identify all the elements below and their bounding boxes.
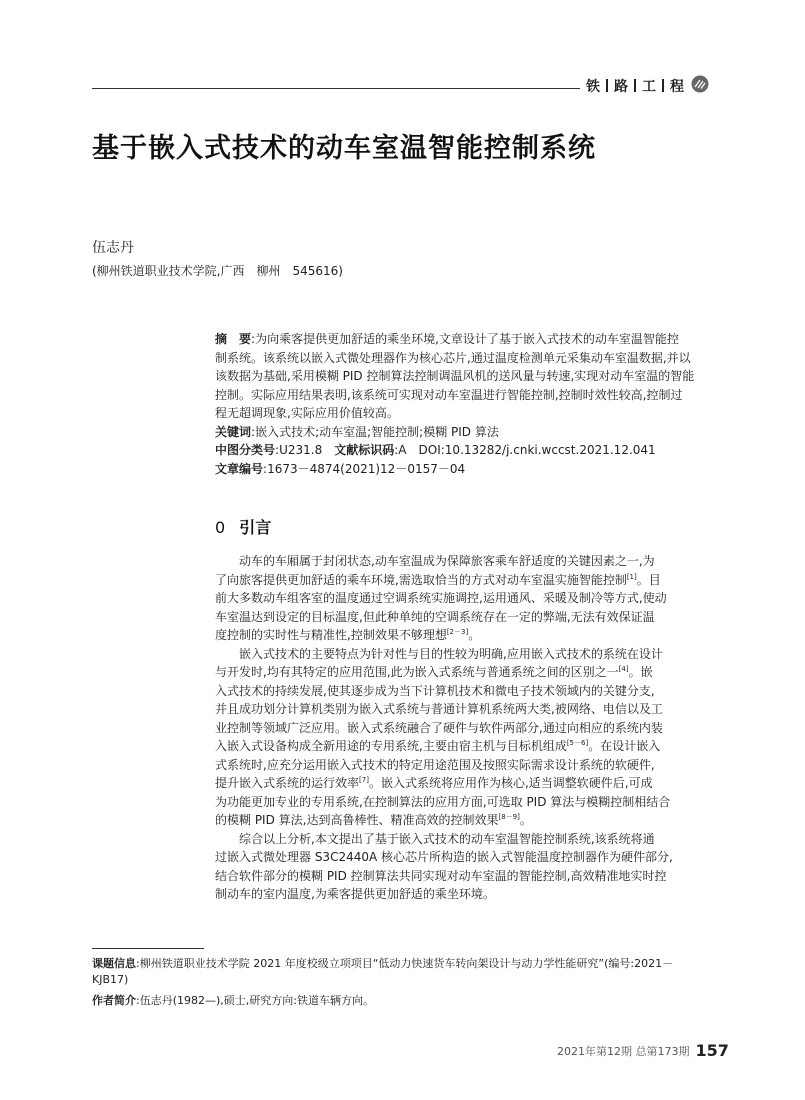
body-line-tail: 。 [468, 628, 481, 642]
abstract-block [215, 330, 715, 478]
body-line-text: 了向旅客提供更加舒适的乘车环境,需选取恰当的方式对动车室温实施智能控制 [215, 572, 627, 587]
body-line [215, 663, 715, 682]
body-text [215, 552, 715, 904]
abstract-text: 为向乘客提供更加舒适的乘坐环境,文章设计了基于嵌入式技术的动车室温智能控 [255, 332, 679, 346]
funding-footnote-cont: KJB17) [92, 973, 129, 986]
funding-text: 柳州铁道职业技术学院 2021 年度校级立项项目“低动力快速货车转向架设计与动力学性能研究”(编号:2021－ [139, 957, 674, 970]
body-line-text: 提升嵌入式系统的运行效率 [215, 776, 360, 790]
citation-ref: [7] [359, 776, 369, 784]
body-line-text: 制动车的室内温度,为乘客提供更加舒适的乘坐环境。 [215, 887, 495, 901]
author-bio-footnote: 作者简介:伍志丹(1982—),硕士,研究方向:铁道车辆方向。 [92, 994, 374, 1007]
body-line-tail: 。目 [636, 572, 661, 587]
funding-footnote: 课题信息:柳州铁道职业技术学院 2021 年度校级立项项目“低动力快速货车转向架设计与动力学性能研究”(编号:2021－ [92, 957, 674, 970]
body-line-text: 并且成功划分计算机类别为嵌入式系统与普通计算机系统两大类,被网络、电信以及工 [215, 702, 663, 716]
author-name: 伍志丹 [92, 240, 134, 256]
body-line [215, 830, 715, 849]
section-tag-separator [634, 79, 636, 92]
section-title: 引言 [239, 518, 272, 537]
section-tag-separator [606, 79, 608, 92]
section-tag-char: 工 [642, 79, 656, 95]
section-tag-char: 路 [614, 79, 628, 95]
section-heading [215, 515, 271, 538]
bio-text: 伍志丹(1982—),硕士,研究方向:铁道车辆方向。 [139, 994, 374, 1007]
body-line-text: 业控制等领域广泛应用。嵌入式系统融合了硬件与软件两部分,通过向相应的系统内装 [215, 720, 663, 735]
doc-code-value: A [398, 443, 407, 457]
bio-label: 作者简介 [92, 994, 136, 1007]
body-line-tail: 。嵌入式系统将应用作为核心,适当调整软硬件后,可成 [368, 776, 653, 790]
body-line [215, 774, 715, 793]
citation-ref: [5－6] [566, 739, 589, 747]
section-tag-separator [662, 79, 664, 92]
body-line [215, 571, 715, 590]
article-number-line: 文章编号:1673－4874(2021)12－0157－04 [215, 461, 466, 476]
body-line [215, 645, 715, 664]
funding-label: 课题信息 [92, 957, 136, 970]
section-tag [586, 76, 684, 96]
clc-value: U231.8 [279, 443, 323, 457]
body-line [215, 756, 715, 775]
body-line [215, 867, 715, 886]
body-line [215, 682, 715, 701]
body-line-text: 度控制的实时性与精准性,控制效果不够理想 [215, 628, 447, 642]
abstract-label: 摘 要 [215, 332, 252, 346]
body-line [215, 626, 715, 645]
citation-ref: [2－3] [446, 628, 469, 636]
body-line [215, 885, 715, 904]
keywords-value: 嵌入式技术;动车室温;智能控制;模糊 PID 算法 [255, 424, 499, 439]
body-line-tail: 。 [519, 813, 532, 827]
doi-label: DOI [418, 443, 441, 457]
body-line-text: 入式技术的持续发展,使其逐步成为当下计算机技术和微电子技术领域内的关键分支, [215, 683, 655, 698]
paper-title: 基于嵌入式技术的动车室温智能控制系统 [92, 133, 596, 164]
body-line-text: 综合以上分析,本文提出了基于嵌入式技术的动车室温智能控制系统,该系统将通 [239, 831, 655, 846]
body-line-text: 结合软件部分的模糊 PID 控制算法共同实现对动车室温的智能控制,高效精准地实时控 [215, 868, 667, 883]
body-line [215, 793, 715, 812]
abstract-line: 摘 要:为向乘客提供更加舒适的乘坐环境,文章设计了基于嵌入式技术的动车室温智能控 [215, 332, 679, 346]
abstract-line: 该数据为基础,采用模糊 PID 控制算法控制调温风机的送风量与转速,实现对动车室温的智能 [215, 369, 695, 383]
keywords-label: 关键词 [215, 424, 252, 439]
classification-line: 中图分类号:U231.8 文献标识码:A DOI:10.13282/j.cnki.wccst.2021.12.041 [215, 443, 656, 457]
body-line-text: 过嵌入式微处理器 S3C2440A 核心芯片所构造的嵌入式智能温度控制器作为硬件部分, [215, 850, 673, 864]
body-line-text: 嵌入式技术的主要特点为针对性与目的性较为明确,应用嵌入式技术的系统在设计 [239, 646, 663, 661]
page-footer [557, 1041, 729, 1060]
abstract-line: 程无超调现象,实际应用价值较高。 [215, 406, 399, 420]
citation-ref: [1] [626, 572, 637, 581]
abstract-line: 控制。实际应用结果表明,该系统可实现对动车室温进行智能控制,控制时效性较高,控制过 [215, 387, 683, 402]
issue-info: 2021年第12期 总第173期 [557, 1045, 690, 1058]
section-number: 0 [215, 518, 226, 537]
body-line [215, 700, 715, 719]
body-line-text: 式系统时,应充分运用嵌入式技术的特定用途范围及按照实际需求设计系统的软硬件, [215, 757, 655, 772]
body-line [215, 848, 715, 867]
journal-logo-icon [691, 75, 709, 93]
body-line-text: 车室温达到设定的目标温度,但此种单纯的空调系统存在一定的弊端,无法有效保证温 [215, 609, 655, 624]
body-line [215, 552, 715, 571]
body-line-tail: 。嵌 [628, 665, 653, 679]
body-line [215, 811, 715, 830]
body-line [215, 719, 715, 738]
author-affiliation: (柳州铁道职业技术学院,广西 柳州 545616) [92, 264, 343, 278]
body-line-text: 入嵌入式设备构成全新用途的专用系统,主要由宿主机与目标机组成 [215, 739, 567, 753]
citation-ref: [8－9] [498, 813, 520, 821]
keywords-line: 关键词:嵌入式技术;动车室温;智能控制;模糊 PID 算法 [215, 424, 499, 439]
citation-ref: [4] [618, 665, 629, 673]
body-line-text: 与开发时,均有其特定的应用范围,此为嵌入式系统与普通系统之间的区别之一 [215, 665, 619, 679]
section-tag-char: 程 [670, 79, 684, 95]
body-line-text: 为功能更加专业的专用系统,在控制算法的应用方面,可选取 PID 算法与模糊控制相结合 [215, 794, 671, 809]
clc-label: 中图分类号 [215, 443, 276, 457]
body-line [215, 589, 715, 608]
footnote-rule [92, 948, 204, 949]
page-number: 157 [695, 1041, 729, 1060]
abstract-line: 制系统。该系统以嵌入式微处理器作为核心芯片,通过温度检测单元采集动车室温数据,并以 [215, 350, 691, 365]
body-line-text: 动车的车厢属于封闭状态,动车室温成为保障旅客乘车舒适度的关键因素之一,为 [239, 554, 655, 568]
body-line [215, 737, 715, 756]
body-line [215, 608, 715, 627]
article-number-label: 文章编号 [215, 461, 264, 476]
header-rule [92, 88, 580, 89]
body-line-tail: 。在设计嵌入 [588, 739, 661, 753]
article-number-value: 1673－4874(2021)12－0157－04 [267, 461, 466, 476]
doc-code-label: 文献标识码 [334, 443, 395, 457]
body-line-text: 前大多数动车组客室的温度通过空调系统实施调控,运用通风、采暖及制冷等方式,使动 [215, 591, 667, 605]
body-line-text: 的模糊 PID 算法,达到高鲁棒性、精准高效的控制效果 [215, 813, 499, 827]
doi-value: 10.13282/j.cnki.wccst.2021.12.041 [444, 443, 656, 457]
section-tag-char: 铁 [586, 79, 600, 95]
